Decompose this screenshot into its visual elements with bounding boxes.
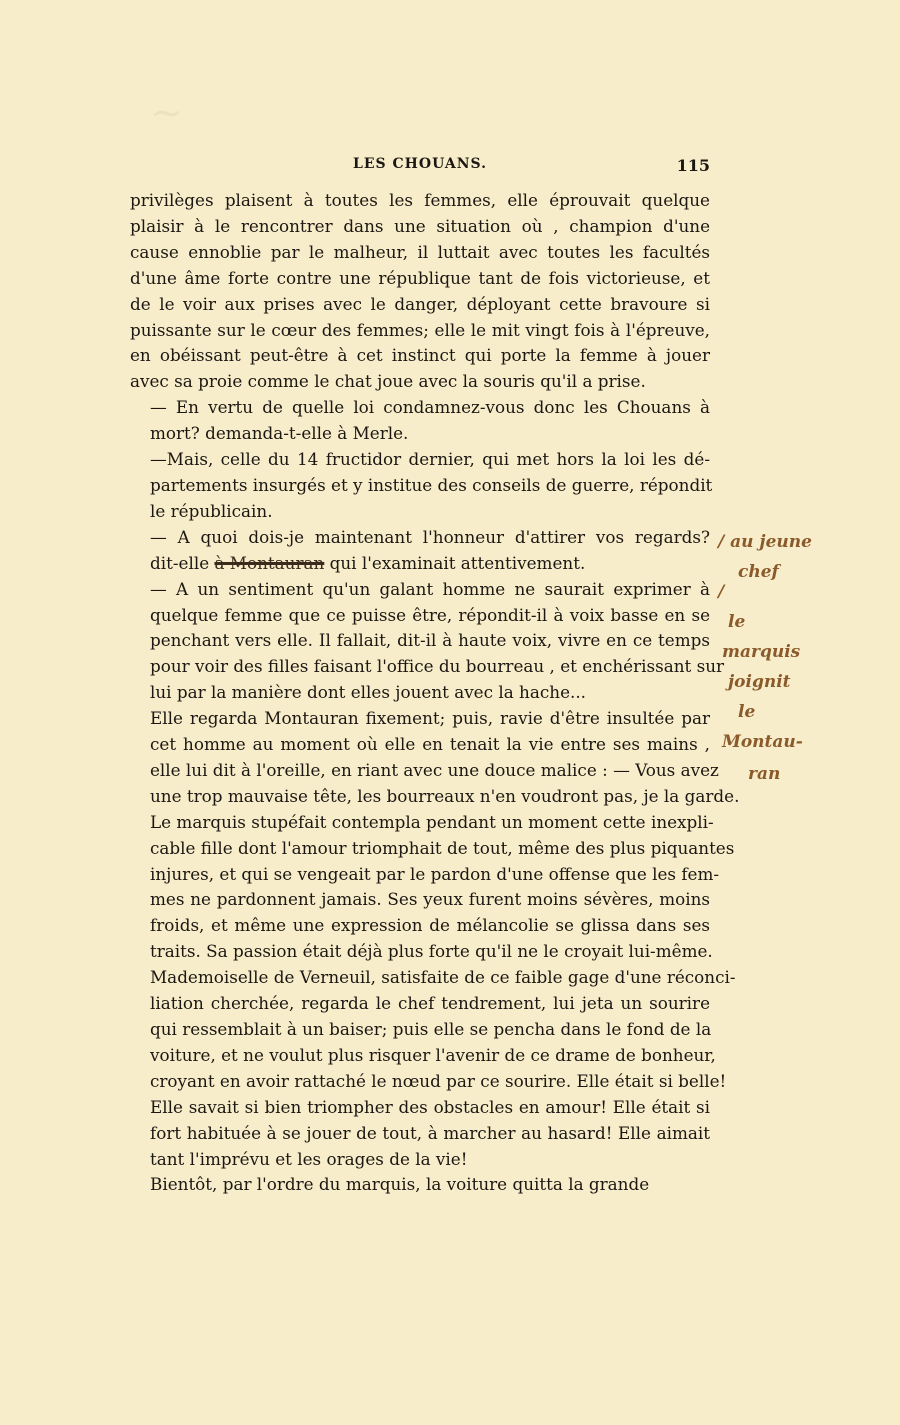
handwritten-note: le [728, 612, 746, 632]
text-line: une trop mauvaise tête, les bourreaux n'en voudront pas, je la garde. [150, 785, 740, 806]
handwritten-note: ran [748, 764, 781, 784]
text-line: —Mais, celle du 14 fructidor dernier, qui met hors la loi les dé- [150, 449, 710, 470]
text-line: — A un sentiment qu'un galant homme ne saurait exprimer à [150, 578, 710, 599]
text-line: en obéissant peut-être à cet instinct qui porte la femme à jouer [130, 345, 710, 366]
text-line: traits. Sa passion était déjà plus forte qu'il ne le croyait lui-même. [150, 941, 713, 962]
paragraph [130, 577, 725, 707]
body-text [130, 188, 740, 1198]
text-line: — A quoi dois-je maintenant l'honneur d'attirer vos regards? [150, 526, 710, 547]
text-line: injures, et qui se vengeait par le pardon d'une offense que les fem- [150, 863, 720, 884]
struck-text: à Montauran [214, 552, 325, 573]
text-line: avec sa proie comme le chat joue avec la souris qu'il a prise. [130, 371, 646, 392]
paragraph [130, 1172, 710, 1198]
text-line: le républicain. [150, 500, 273, 521]
text-line: elle lui dit à l'oreille, en riant avec une douce malice : — Vous avez [150, 759, 719, 780]
text-line: lui par la manière dont elles jouent avec la hache... [150, 682, 587, 703]
handwritten-note: / [718, 582, 725, 602]
handwritten-note: marquis [722, 642, 801, 662]
text-line: cet homme au moment où elle en tenait la vie entre ses mains , [150, 734, 710, 755]
text-line: cable fille dont l'amour triomphait de tout, même des plus piquantes [150, 837, 735, 858]
text-line: puissante sur le cœur des femmes; elle le mit vingt fois à l'épreuve, [130, 319, 710, 340]
text-line: Bientôt, par l'ordre du marquis, la voiture quitta la grande [150, 1174, 650, 1195]
text-line: privilèges plaisent à toutes les femmes, elle éprouvait quelque [130, 190, 710, 210]
text-line: tant l'imprévu et les orages de la vie! [150, 1148, 468, 1169]
text-line: voiture, et ne voulut plus risquer l'avenir de ce drame de bonheur, [150, 1044, 716, 1065]
text-line: Mademoiselle de Verneuil, satisfaite de ce faible gage d'une réconci- [150, 967, 736, 988]
text-line: quelque femme que ce puisse être, répondit-il à voix basse en se [150, 604, 710, 625]
page-number: 115 [676, 156, 710, 175]
text-line: Le marquis stupéfait contempla pendant un moment cette inexpli- [150, 811, 714, 832]
text-line: mort? demanda-t-elle à Merle. [150, 423, 409, 444]
text-line: fort habituée à se jouer de tout, à marcher au hasard! Elle aimait [150, 1122, 710, 1143]
text-line: croyant en avoir rattaché le nœud par ce sourire. Elle était si belle! [150, 1070, 727, 1091]
text-line: — En vertu de quelle loi condamnez-vous donc les Chouans à [150, 397, 710, 418]
text-line: Elle savait si bien triompher des obstacles en amour! Elle était si [150, 1096, 710, 1117]
bleed-through-mark: ~ [150, 90, 184, 136]
text-line: qui ressemblait à un baiser; puis elle se pencha dans le fond de la [150, 1019, 712, 1039]
paragraph [130, 447, 713, 525]
text-line: d'une âme forte contre une république tant de fois victorieuse, et [130, 267, 710, 288]
handwritten-note: Montau- [722, 732, 803, 752]
handwritten-note: chef [738, 562, 779, 582]
paragraph [130, 810, 736, 1173]
handwritten-note: joignit [728, 672, 791, 692]
handwritten-note: le [738, 702, 756, 722]
text-line: dit-elle à Montauran qui l'examinait attentivement. [150, 552, 586, 573]
text-line: de le voir aux prises avec le danger, déployant cette bravoure si [130, 293, 710, 314]
running-title: LES CHOUANS. [353, 156, 487, 172]
paragraph [130, 395, 710, 447]
paragraph [130, 706, 740, 810]
text-line: partements insurgés et y institue des conseils de guerre, répondit [150, 474, 713, 495]
handwritten-note: / au jeune [718, 532, 812, 552]
text-line: cause ennoblie par le malheur, il luttait avec toutes les facultés [130, 241, 710, 262]
paragraph [130, 525, 710, 577]
text-line: mes ne pardonnent jamais. Ses yeux furent moins sévères, moins [150, 889, 710, 910]
page-header [130, 156, 710, 180]
text-line: plaisir à le rencontrer dans une situation où , champion d'une [130, 215, 710, 236]
margin-notes [718, 532, 868, 792]
text-line: penchant vers elle. Il fallait, dit-il à haute voix, vivre en ce temps [150, 630, 710, 651]
text-line: liation cherchée, regarda le chef tendrement, lui jeta un sourire [150, 993, 710, 1014]
text-line: froids, et même une expression de mélancolie se glissa dans ses [150, 915, 710, 936]
paragraph [130, 188, 710, 395]
text-line: Elle regarda Montauran fixement; puis, ravie d'être insultée par [150, 708, 710, 729]
text-line: pour voir des filles faisant l'office du bourreau , et enchérissant sur [150, 656, 725, 677]
